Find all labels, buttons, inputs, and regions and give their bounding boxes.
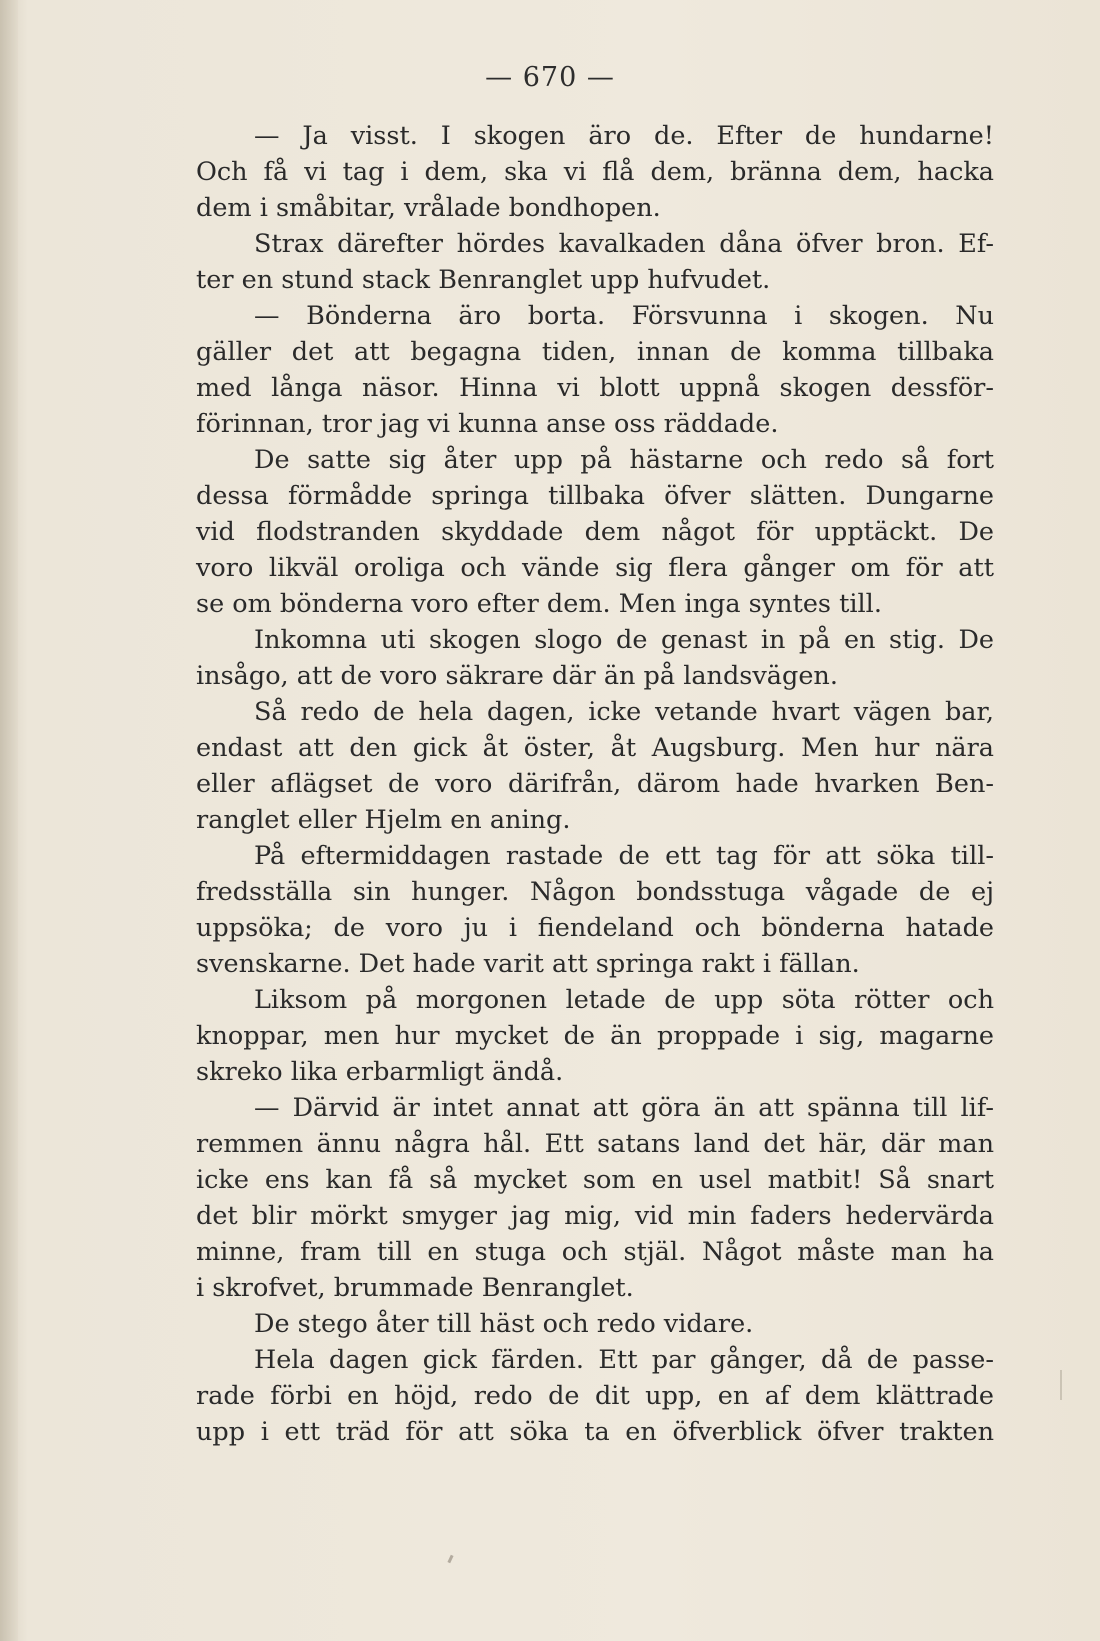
text-line: — Ja visst. I skogen äro de. Efter de hundarne!	[254, 121, 994, 151]
page-binding-edge	[0, 0, 18, 1641]
text-line: med långa näsor. Hinna vi blott uppnå skogen dessför-	[196, 373, 994, 403]
text-line: De stego åter till häst och redo vidare.	[254, 1309, 754, 1339]
text-line: eller aflägset de voro därifrån, därom hade hvarken Ben-	[196, 769, 994, 799]
text-line: förinnan, tror jag vi kunna anse oss räddade.	[196, 409, 779, 439]
text-line: Strax därefter hördes kavalkaden dåna öfver bron. Ef-	[254, 229, 994, 259]
text-line: Inkomna uti skogen slogo de genast in på en stig. De	[254, 625, 994, 655]
text-line: fredsställa sin hunger. Någon bondsstuga vågade de ej	[196, 877, 994, 907]
text-line: rade förbi en höjd, redo de dit upp, en af dem klättrade	[196, 1381, 994, 1411]
text-line: skreko lika erbarmligt ändå.	[196, 1057, 564, 1087]
paper-speck	[447, 1555, 453, 1564]
text-line: se om bönderna voro efter dem. Men inga syntes till.	[196, 589, 882, 619]
text-line: vid flodstranden skyddade dem något för upptäckt. De	[196, 517, 994, 547]
text-line: icke ens kan få så mycket som en usel matbit! Så snart	[196, 1165, 994, 1195]
body-text	[196, 118, 994, 1450]
page-number: — 670 —	[485, 62, 615, 93]
text-line: ter en stund stack Benranglet upp hufvudet.	[196, 265, 771, 295]
text-line: — Bönderna äro borta. Försvunna i skogen. Nu	[254, 301, 994, 331]
text-line: det blir mörkt smyger jag mig, vid min faders hedervärda	[196, 1201, 994, 1231]
text-line: Hela dagen gick färden. Ett par gånger, då de passe-	[254, 1345, 994, 1375]
text-line: dessa förmådde springa tillbaka öfver slätten. Dungarne	[196, 481, 994, 511]
text-line: Och få vi tag i dem, ska vi flå dem, bränna dem, hacka	[196, 157, 994, 187]
text-line: dem i småbitar, vrålade bondhopen.	[196, 193, 661, 223]
margin-mark	[1060, 1370, 1062, 1400]
text-line: insågo, att de voro säkrare där än på landsvägen.	[196, 661, 838, 691]
text-line: minne, fram till en stuga och stjäl. Något måste man ha	[196, 1237, 994, 1267]
text-line: remmen ännu några hål. Ett satans land det här, där man	[196, 1129, 994, 1159]
text-line: voro likväl oroliga och vände sig flera gånger om för att	[196, 553, 994, 583]
text-line: De satte sig åter upp på hästarne och redo så fort	[254, 445, 994, 475]
text-line: svenskarne. Det hade varit att springa rakt i fällan.	[196, 949, 860, 979]
text-line: i skrofvet, brummade Benranglet.	[196, 1273, 634, 1303]
text-line: — Därvid är intet annat att göra än att spänna till lif-	[254, 1093, 994, 1123]
text-line: upp i ett träd för att söka ta en öfverblick öfver trakten	[196, 1417, 994, 1447]
text-line: uppsöka; de voro ju i fiendeland och bönderna hatade	[196, 913, 994, 943]
text-line: gäller det att begagna tiden, innan de komma tillbaka	[196, 337, 994, 367]
text-line: knoppar, men hur mycket de än proppade i sig, magarne	[196, 1021, 994, 1051]
text-line: Så redo de hela dagen, icke vetande hvart vägen bar,	[254, 697, 994, 727]
text-line: På eftermiddagen rastade de ett tag för att söka till-	[254, 841, 994, 871]
text-line: ranglet eller Hjelm en aning.	[196, 805, 571, 835]
text-line: Liksom på morgonen letade de upp söta rötter och	[254, 985, 994, 1015]
text-line: endast att den gick åt öster, åt Augsburg. Men hur nära	[196, 733, 994, 763]
